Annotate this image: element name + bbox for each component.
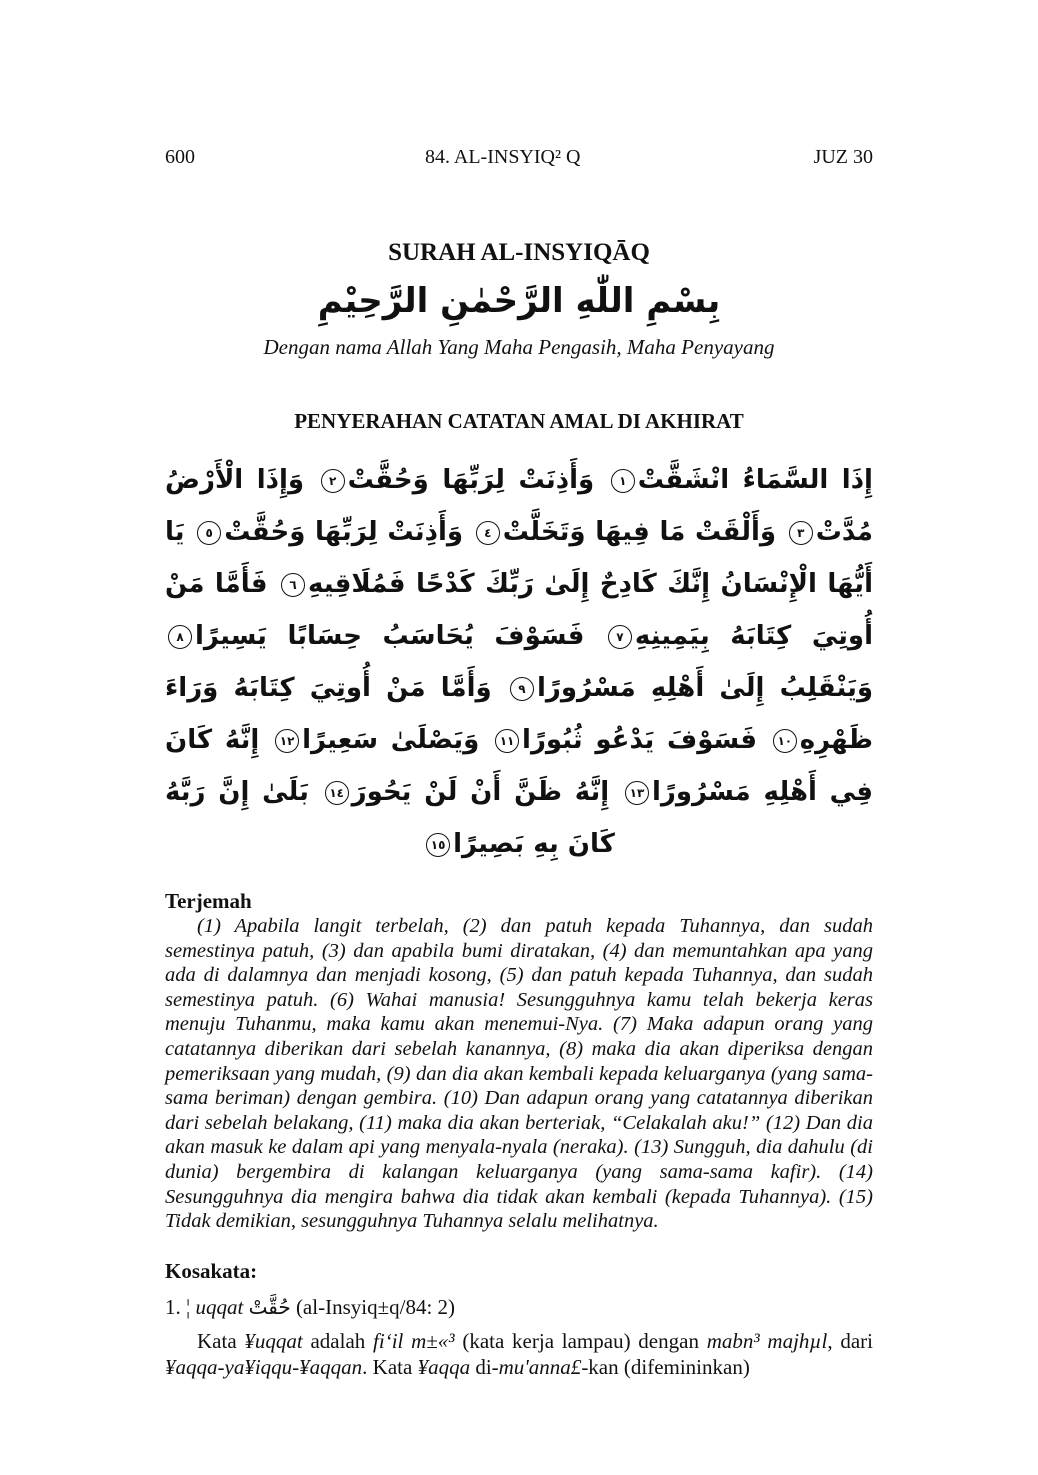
- text-run: (kata kerja lampau) dengan: [454, 1328, 707, 1353]
- item-number: 1.: [165, 1294, 181, 1319]
- item-reference: (al-Insyiq±q/84: 2): [295, 1294, 456, 1319]
- verse-number-marker: ٣: [789, 521, 813, 545]
- verse-text: فَسَوْفَ يُحَاسَبُ حِسَابًا يَسِيرًا: [195, 621, 585, 651]
- verse-number-marker: ١: [611, 469, 635, 493]
- verse-number-marker: ٨: [168, 625, 192, 649]
- basmala-translation: Dengan nama Allah Yang Maha Pengasih, Maha Penyayang: [263, 335, 775, 359]
- term: ¥aqqa: [417, 1354, 471, 1379]
- text-run: , dari: [827, 1328, 873, 1353]
- verse-text: وَأَمَّا مَنْ أُوتِيَ كِتَابَهُ وَرَاءَ ظَهْرِهِ: [165, 673, 873, 755]
- verse-text: وَيَنْقَلِبُ إِلَىٰ أَهْلِهِ مَسْرُورًا: [536, 673, 873, 703]
- verse-text: وَيَصْلَىٰ سَعِيرًا: [302, 725, 480, 755]
- header-juz: JUZ 30: [813, 146, 873, 168]
- verse-text: فَسَوْفَ يَدْعُو ثُبُورًا: [522, 725, 757, 755]
- header-surah: 84. AL-INSYIQ² Q: [425, 146, 581, 168]
- translation-heading: Terjemah: [165, 889, 252, 913]
- page-number: 600: [165, 146, 195, 168]
- term: mabn³ majhµl: [706, 1328, 828, 1353]
- text-run: Kata: [197, 1328, 245, 1353]
- surah-title: SURAH AL-INSYIQĀQ: [388, 239, 650, 266]
- term: ¥uqqat: [244, 1328, 303, 1353]
- term: fi‘il m±«³: [373, 1328, 455, 1353]
- verse-text: وَأَذِنَتْ لِرَبِّهَا وَحُقَّتْ: [224, 517, 464, 547]
- verse-text: وَأَذِنَتْ لِرَبِّهَا وَحُقَّتْ: [347, 465, 595, 495]
- verse-text: إِنَّهُ ظَنَّ أَنْ لَنْ يَحُورَ: [351, 777, 610, 807]
- verse-text: وَأَلْقَتْ مَا فِيهَا وَتَخَلَّتْ: [502, 517, 777, 547]
- verse-number-marker: ١٥: [426, 833, 450, 857]
- verse-number-marker: ٦: [281, 573, 305, 597]
- section-title: PENYERAHAN CATATAN AMAL DI AKHIRAT: [294, 409, 744, 433]
- item-latin: uqqat: [195, 1294, 244, 1319]
- verse-text: وَإِذَا الْأَرْضُ مُدَّتْ: [165, 465, 873, 547]
- verse-number-marker: ١٠: [773, 729, 797, 753]
- verse-number-marker: ٤: [476, 521, 500, 545]
- text-run: adalah: [302, 1328, 374, 1353]
- text-run: . Kata: [362, 1354, 418, 1379]
- verse-number-marker: ١٣: [625, 781, 649, 805]
- verse-text: إِذَا السَّمَاءُ انْشَقَّتْ: [637, 465, 873, 495]
- term: ¥aqqa-ya¥iqqu-¥aqqan: [165, 1354, 363, 1379]
- verse-number-marker: ٧: [608, 625, 632, 649]
- item-arabic: حُقَّتْ: [248, 1294, 291, 1319]
- text-run: -kan (difemininkan): [581, 1354, 750, 1379]
- vocabulary-heading: Kosakata:: [165, 1258, 258, 1283]
- verse-number-marker: ٩: [510, 677, 534, 701]
- running-header: [165, 146, 873, 172]
- item-glyph: ¦: [186, 1294, 191, 1319]
- verse-text: فَأَمَّا مَنْ أُوتِيَ كِتَابَهُ بِيَمِينِهِ: [165, 569, 873, 651]
- verse-text: يَا أَيُّهَا الْإِنْسَانُ إِنَّكَ كَادِحٌ إِلَىٰ رَبِّكَ كَدْحًا فَمُلَاقِيهِ: [165, 517, 873, 599]
- basmala-calligraphy: بِسْمِ اللّٰهِ الرَّحْمٰنِ الرَّحِيْمِ: [317, 281, 721, 321]
- verse-number-marker: ٢: [321, 469, 345, 493]
- verse-number-marker: ١٤: [325, 781, 349, 805]
- verse-number-marker: ٥: [197, 521, 221, 545]
- vocabulary-item-1: [165, 1292, 873, 1322]
- arabic-verses: [165, 454, 873, 870]
- verse-text: بَلَىٰ إِنَّ رَبَّهُ كَانَ بِهِ بَصِيرًا: [165, 777, 615, 859]
- term: mu'anna£: [498, 1354, 582, 1379]
- vocabulary-paragraph: [165, 1328, 873, 1380]
- verse-text: إِنَّهُ كَانَ فِي أَهْلِهِ مَسْرُورًا: [165, 725, 873, 807]
- verse-number-marker: ١١: [495, 729, 519, 753]
- text-run: di-: [470, 1354, 499, 1379]
- translation-text: (1) Apabila langit terbelah, (2) dan patuh kepada Tuhannya, dan sudah semestinya patuh, (3) dan apabila bumi diratakan, (4) dan memuntahkan apa yang ada di dalamnya dan menjadi kosong, (5) dan patuh kepada Tuhannya, dan sudah semestinya patuh. (6) Wahai manusia! Sesungguhnya kamu telah bekerja keras menuju Tuhanmu, maka kamu akan menemui-Nya. (7) Maka adapun orang yang catatannya diberikan dari sebelah kanannya, (8) maka dia akan diperiksa dengan pemeriksaan yang mudah, (9) dan dia akan kembali kepada keluarganya (yang sama-sama beriman) dengan gembira. (10) Dan adapun orang yang catatannya diberikan dari sebelah belakang, (11) maka dia akan berteriak, “Celakalah aku!” (12) Dan dia akan masuk ke dalam api yang menyala-nyala (neraka). (13) Sungguh, dia dahulu (di dunia) bergembira di kalangan keluarganya (yang sama-sama kafir). (14) Sesungguhnya dia mengira bahwa dia tidak akan kembali (kepada Tuhannya). (15) Tidak demikian, sesungguhnya Tuhannya selalu melihatnya.: [165, 915, 873, 1233]
- page: [165, 0, 873, 1380]
- verse-number-marker: ١٢: [275, 729, 299, 753]
